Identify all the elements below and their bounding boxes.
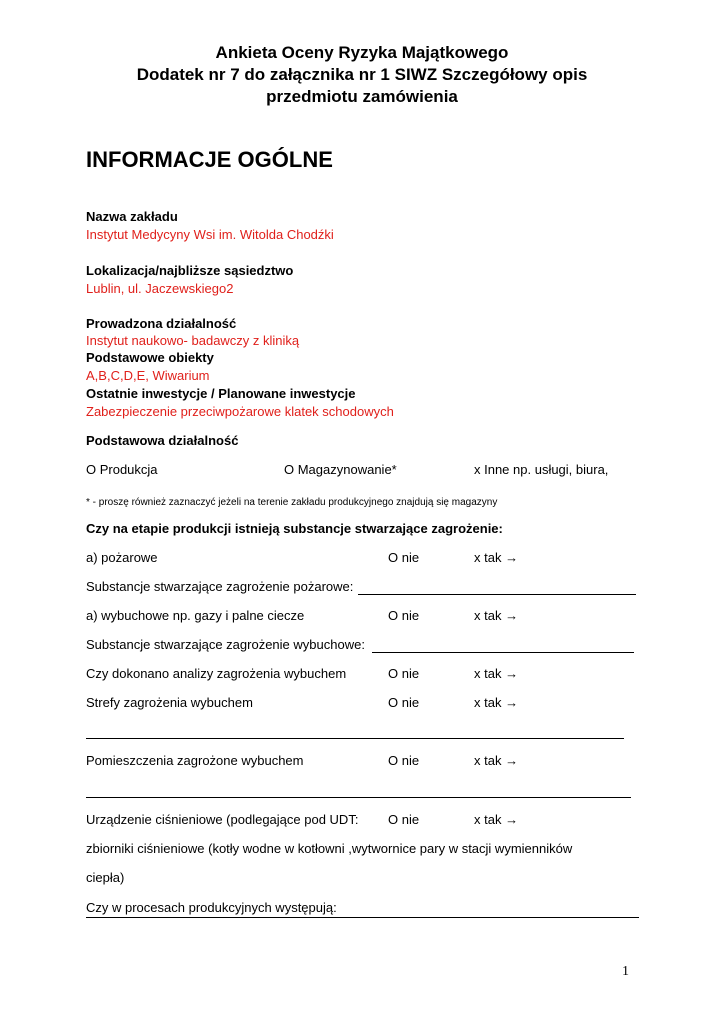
fire-substances-fill-line[interactable] xyxy=(358,594,636,595)
fire-substances-label: Substancje stwarzające zagrożenie pożarowe: xyxy=(86,579,354,594)
explosive-substances-label: Substancje stwarzające zagrożenie wybuchowe: xyxy=(86,637,365,652)
option-storage[interactable]: O Magazynowanie* xyxy=(284,462,397,477)
processes-question: Czy w procesach produkcyjnych występują: xyxy=(86,900,337,915)
processes-underline xyxy=(86,917,639,918)
fire-yes-option[interactable]: x tak → xyxy=(474,550,519,565)
rooms-yes-option[interactable]: x tak → xyxy=(474,753,519,768)
explosive-hazard-label: a) wybuchowe np. gazy i palne ciecze xyxy=(86,608,305,623)
page-number: 1 xyxy=(622,964,629,979)
buildings-value: A,B,C,D,E, Wiwarium xyxy=(86,368,210,383)
activity-label: Prowadzona działalność xyxy=(86,316,237,331)
hazards-question: Czy na etapie produkcji istnieją substancje stwarzające zagrożenie: xyxy=(86,521,503,536)
header-line-1: Ankieta Oceny Ryzyka Majątkowego xyxy=(215,43,509,62)
option-other[interactable]: x Inne np. usługi, biura, xyxy=(474,462,609,477)
pressure-yes-option[interactable]: x tak → xyxy=(474,812,519,827)
pressure-no-option[interactable]: O nie xyxy=(388,812,420,827)
explosive-no-option[interactable]: O nie xyxy=(388,608,420,623)
basic-activity-label: Podstawowa działalność xyxy=(86,433,239,448)
section-title: INFORMACJE OGÓLNE xyxy=(86,147,333,172)
zones-yes-option[interactable]: x tak → xyxy=(474,695,519,710)
location-label: Lokalizacja/najbliższe sąsiedztwo xyxy=(86,263,294,278)
pressure-note-line-2: ciepła) xyxy=(86,870,125,885)
document-header xyxy=(0,42,724,108)
storage-footnote: * - proszę również zaznaczyć jeżeli na terenie zakładu produkcyjnego znajdują się magazyny xyxy=(86,497,498,508)
plant-name-value: Instytut Medycyny Wsi im. Witolda Chodźki xyxy=(86,227,334,242)
pressure-device-label: Urządzenie ciśnieniowe (podlegające pod UDT: xyxy=(86,812,359,827)
endangered-rooms-label: Pomieszczenia zagrożone wybuchem xyxy=(86,753,304,768)
pressure-note-line-1: zbiorniki ciśnieniowe (kotły wodne w kotłowni ,wytwornice pary w stacji wymienników xyxy=(86,841,573,856)
zones-no-option[interactable]: O nie xyxy=(388,695,420,710)
fire-no-option[interactable]: O nie xyxy=(388,550,420,565)
rooms-no-option[interactable]: O nie xyxy=(388,753,420,768)
fire-hazard-label: a) pożarowe xyxy=(86,550,158,565)
location-value: Lublin, ul. Jaczewskiego2 xyxy=(86,281,234,296)
explosive-yes-option[interactable]: x tak → xyxy=(474,608,519,623)
explosion-analysis-label: Czy dokonano analizy zagrożenia wybuchem xyxy=(86,666,347,681)
analysis-yes-option[interactable]: x tak → xyxy=(474,666,519,681)
plant-name-label: Nazwa zakładu xyxy=(86,209,178,224)
activity-value: Instytut naukowo- badawczy z kliniką xyxy=(86,333,300,348)
rooms-fill-line[interactable] xyxy=(86,797,631,798)
header-line-2: Dodatek nr 7 do załącznika nr 1 SIWZ Szczegółowy opis xyxy=(136,65,588,84)
investments-value: Zabezpieczenie przeciwpożarowe klatek schodowych xyxy=(86,404,394,419)
buildings-label: Podstawowe obiekty xyxy=(86,350,214,365)
analysis-no-option[interactable]: O nie xyxy=(388,666,420,681)
explosion-zones-label: Strefy zagrożenia wybuchem xyxy=(86,695,253,710)
option-production[interactable]: O Produkcja xyxy=(86,462,158,477)
zones-fill-line[interactable] xyxy=(86,738,624,739)
investments-label: Ostatnie inwestycje / Planowane inwestycje xyxy=(86,386,356,401)
header-line-3: przedmiotu zamówienia xyxy=(266,87,458,106)
explosive-substances-fill-line[interactable] xyxy=(372,652,634,653)
